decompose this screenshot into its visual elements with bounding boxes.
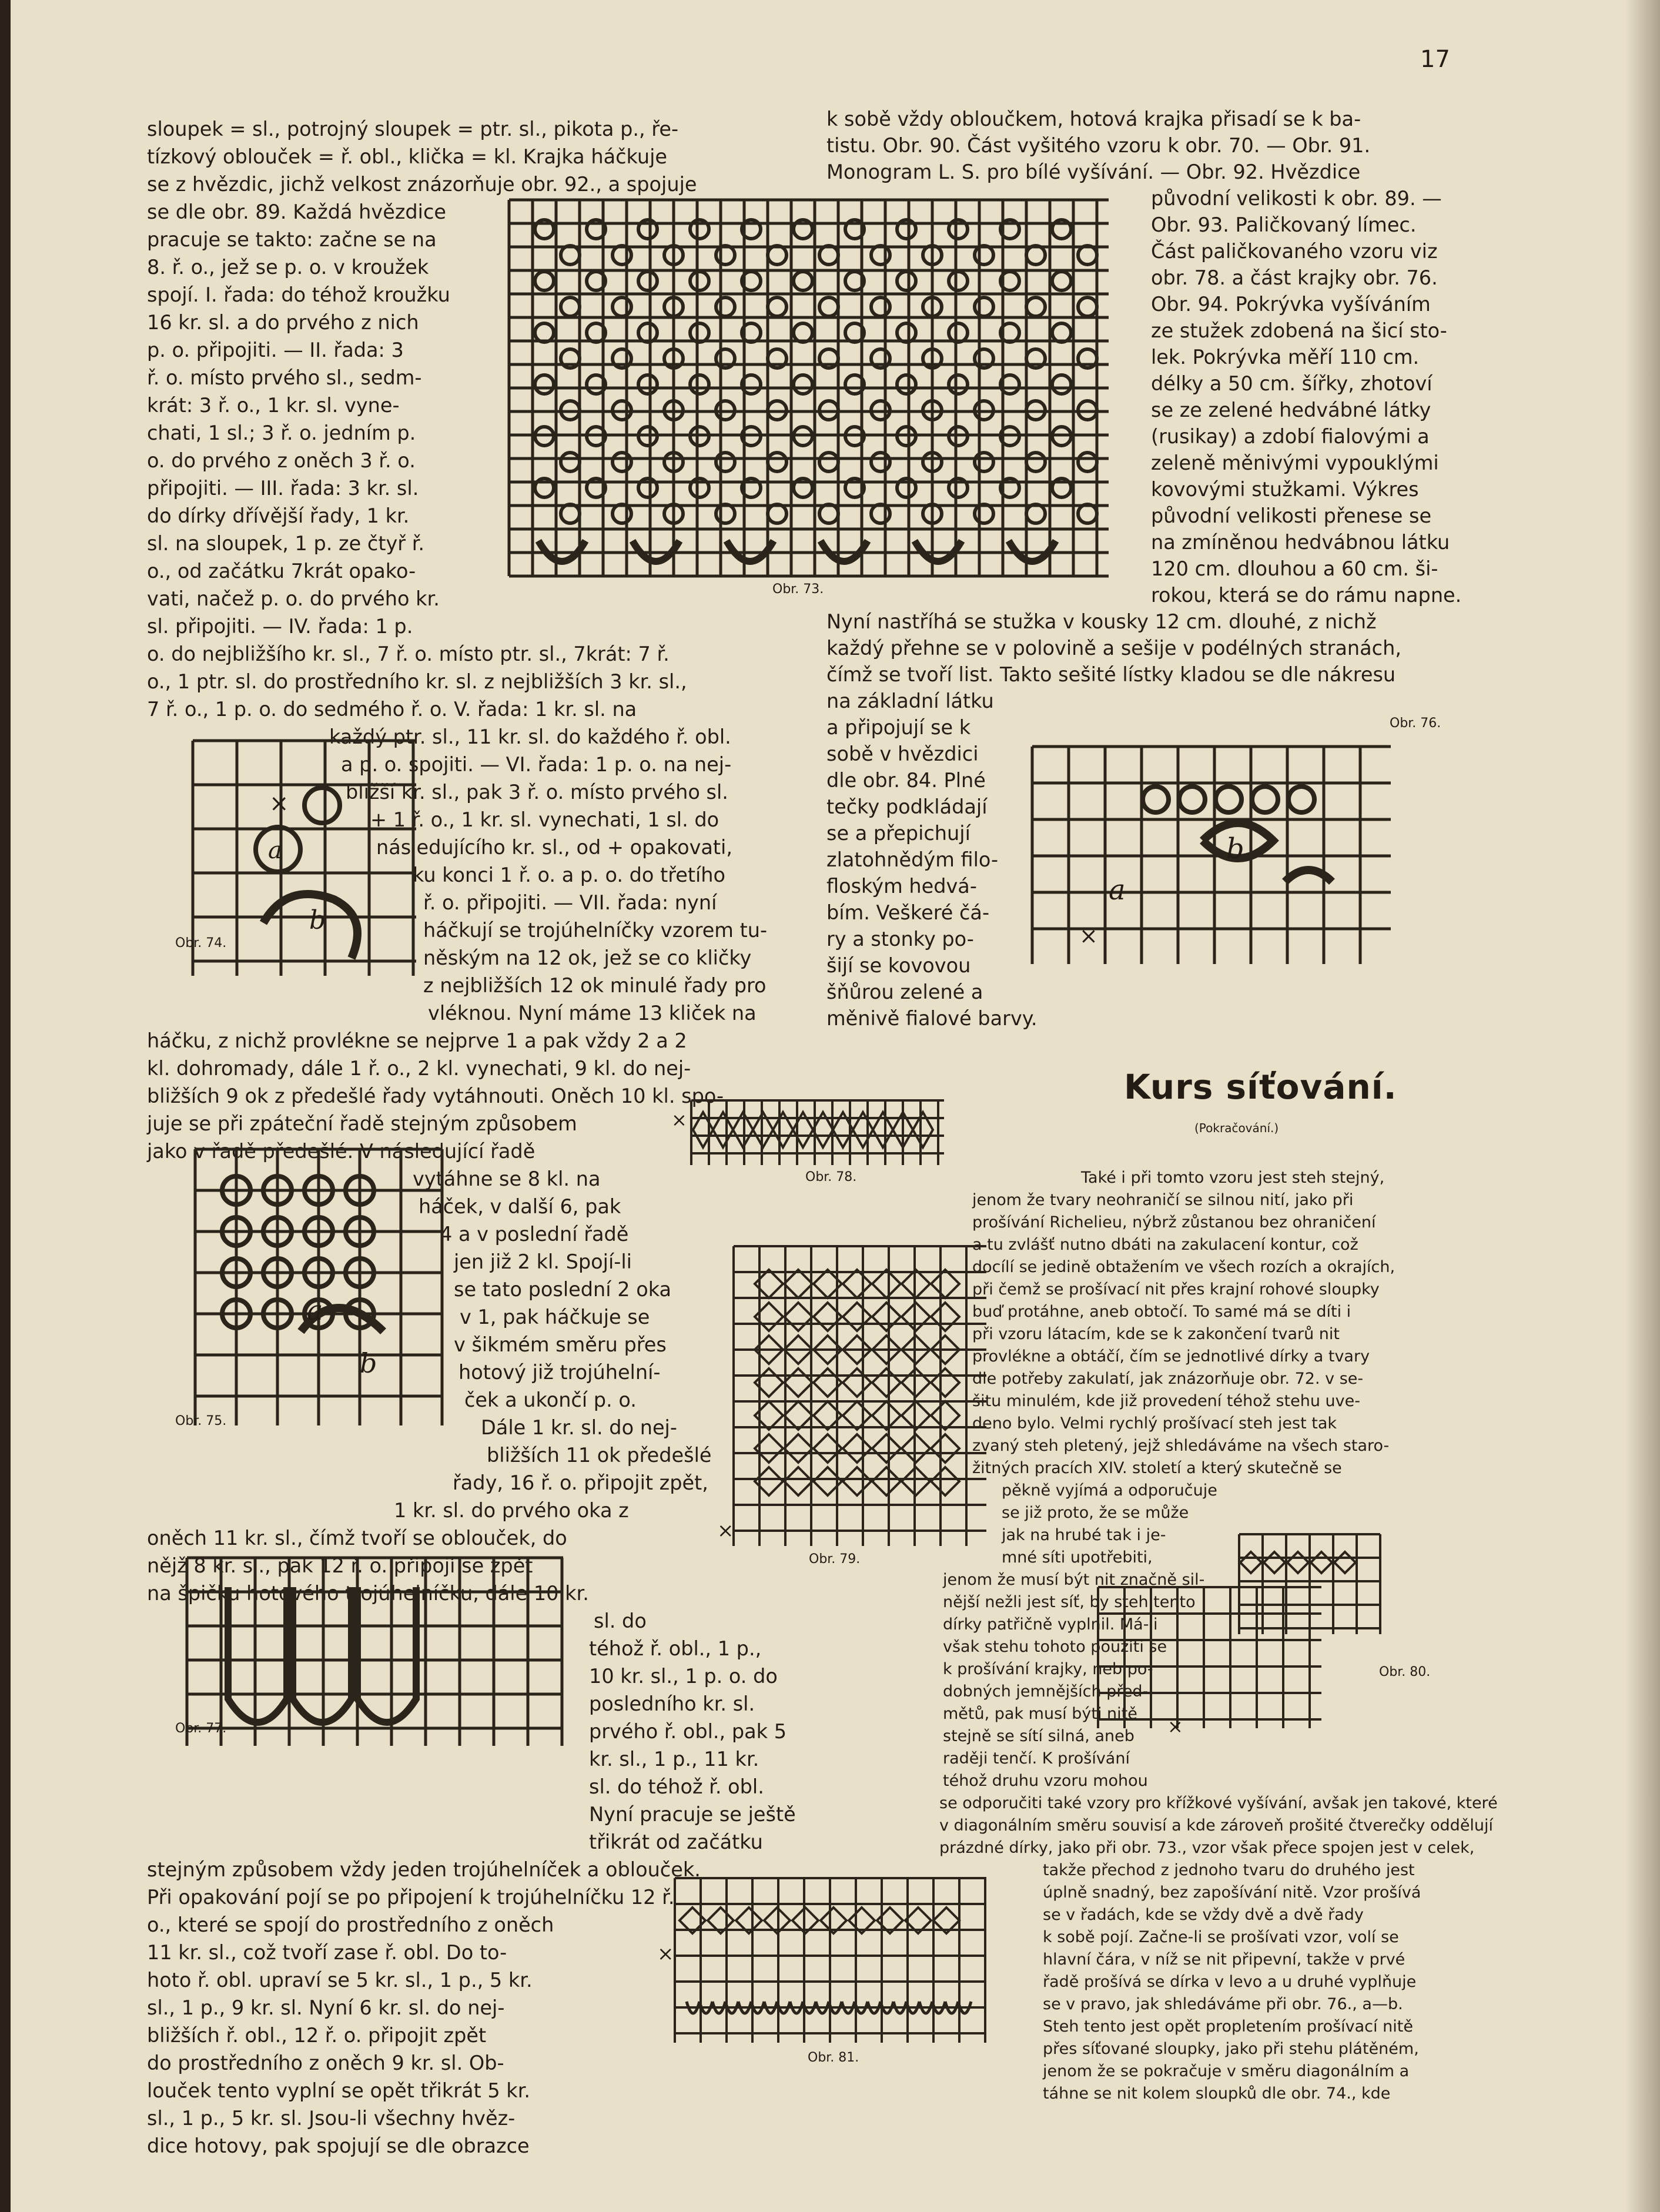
mesh-stroke (819, 504, 838, 523)
text-line: prošívání Richelieu, nýbrž zůstanou bez ohraničení (972, 1213, 1376, 1232)
mesh-stroke (843, 1368, 871, 1397)
section-subheading: (Pokračování.) (1194, 1121, 1279, 1135)
mesh-stroke (784, 1401, 812, 1430)
mesh-stroke (613, 246, 631, 265)
mesh-stroke (784, 1467, 812, 1495)
fig80-label-x: × (1167, 1715, 1183, 1738)
text-line: lek. Pokrývka měří 110 cm. (1151, 346, 1420, 369)
text-line: na zmíněnou hedvábnou látku (1151, 531, 1450, 554)
text-line: dle obr. 84. Plné (826, 769, 986, 792)
page-edge-shadow (1625, 0, 1660, 2212)
text-line: dírky patřičně vyplnil. Má-li (943, 1615, 1158, 1634)
text-line: Obr. 93. Paličkovaný límec. (1151, 213, 1417, 236)
mesh-stroke (716, 453, 735, 471)
fig75-label-a: a (307, 1294, 323, 1326)
text-line: stejně se sítí silná, aneb (943, 1727, 1134, 1745)
text-line: o., 1 ptr. sl. do prostředního kr. sl. z nejbližších 3 kr. sl., (147, 670, 687, 693)
text-line: Dále 1 kr. sl. do nej- (481, 1416, 677, 1439)
text-line: raději tenčí. K prošívání (943, 1749, 1130, 1768)
text-line: sl., 1 p., 5 kr. sl. Jsou-li všechny hvěz- (147, 2107, 516, 2130)
text-line: do prostředního z oněch 9 kr. sl. Ob- (147, 2052, 504, 2074)
text-line: ček a ukončí p. o. (464, 1388, 637, 1411)
mesh-stroke (1026, 504, 1045, 523)
mesh-stroke (975, 246, 993, 265)
mesh-stroke (949, 375, 968, 394)
mesh-stroke (843, 1270, 871, 1298)
mesh-stroke (768, 504, 787, 523)
caption-obr78: Obr. 78. (805, 1170, 857, 1184)
mesh-stroke (228, 1587, 287, 1722)
text-line: sl. do (594, 1609, 647, 1632)
caption-obr77: Obr. 77. (175, 1721, 227, 1736)
text-line: Nyní nastříhá se stužka v kousky 12 cm. dlouhé, z nichž (826, 610, 1377, 633)
mesh-stroke (716, 297, 735, 316)
text-line: téhož ř. obl., 1 p., (589, 1637, 762, 1660)
text-line: se dle obr. 89. Každá hvězdice (147, 200, 447, 223)
mesh-stroke (1264, 1552, 1285, 1573)
fig76-label-x: × (1079, 923, 1098, 949)
caption-obr81: Obr. 81. (808, 2050, 859, 2065)
text-line: takže přechod z jednoho tvaru do druhého jest (1043, 1861, 1415, 1879)
text-line: ř. o. připojiti. — VII. řada: nyní (423, 891, 717, 914)
mesh-stroke (1240, 1552, 1261, 1573)
text-line: se z hvězdic, jichž velkost znázorňuje obr. 92., a spojuje (147, 173, 697, 196)
figure-73-lace-net (503, 194, 1119, 605)
text-line: 7 ř. o., 1 p. o. do sedmého ř. o. V. řada: 1 kr. sl. na (147, 698, 637, 721)
mesh-stroke (1311, 1552, 1332, 1573)
mesh-stroke (535, 323, 554, 342)
mesh-stroke (872, 1303, 901, 1331)
text-line: posledního kr. sl. (589, 1692, 755, 1715)
text-line: bližších 11 ok předešlé (487, 1444, 712, 1467)
mesh-stroke (1026, 453, 1045, 471)
mesh-stroke (819, 246, 838, 265)
text-line: Část paličkovaného vzoru viz (1151, 240, 1438, 263)
text-line: provlékne a obtáčí, čím se jednotlivé dírky a tvary (972, 1347, 1370, 1366)
mesh-stroke (304, 788, 340, 823)
text-line: téhož druhu vzoru mohou (943, 1772, 1148, 1790)
figure-80-net (1086, 1528, 1392, 1740)
text-line: mětů, pak musí býti nitě (943, 1705, 1137, 1723)
text-line: stejným způsobem vždy jeden trojúhelníček a oblouček. (147, 1858, 701, 1881)
mesh-stroke (872, 1270, 901, 1298)
mesh-stroke (768, 297, 787, 316)
text-line: + 1 ř. o., 1 kr. sl. vynechati, 1 sl. do (370, 808, 719, 831)
text-line: na základní látku (826, 690, 994, 712)
mesh-stroke (1334, 1552, 1356, 1573)
mesh-stroke (613, 504, 631, 523)
text-line: nější nežli jest síť, by steh tento (943, 1593, 1196, 1611)
mesh-stroke (768, 246, 787, 265)
text-line: tízkový oblouček = ř. obl., klička = kl. Krajka háčkuje (147, 145, 668, 168)
text-line: vytáhne se 8 kl. na (413, 1167, 601, 1190)
mesh-stroke (1143, 787, 1169, 812)
mesh-stroke (872, 1467, 901, 1495)
text-line: však stehu tohoto použíti se (943, 1638, 1167, 1656)
text-line: louček tento vyplní se opět třikrát 5 kr. (147, 2079, 531, 2102)
fig74-label-b: b (309, 905, 326, 935)
text-line: rokou, která se do rámu napne. (1151, 584, 1462, 607)
text-line: se v řadách, kde se vždy dvě a dvě řady (1043, 1906, 1364, 1924)
text-line: původní velikosti k obr. 89. — (1151, 187, 1442, 210)
text-line: řady, 16 ř. o. připojit zpět, (453, 1471, 708, 1494)
caption-obr74: Obr. 74. (175, 936, 227, 951)
mesh-stroke (784, 1303, 812, 1331)
mesh-stroke (872, 1401, 901, 1430)
text-line: něským na 12 ok, jež se co kličky (423, 946, 752, 969)
text-line: původní velikosti přenese se (1151, 504, 1432, 527)
text-line: kl. dohromady, dále 1 ř. o., 2 kl. vynechati, 9 kl. do nej- (147, 1057, 691, 1080)
figure-78-net (668, 1089, 950, 1177)
text-line: ku konci 1 ř. o. a p. o. do třetího (413, 864, 726, 886)
text-line: sl., 1 p., 9 kr. sl. Nyní 6 kr. sl. do nej- (147, 1996, 505, 2019)
text-line: chati, 1 sl.; 3 ř. o. jedním p. (147, 421, 416, 444)
text-line: vléknou. Nyní máme 13 kliček na (428, 1002, 757, 1025)
text-line: připojiti. — III. řada: 3 kr. sl. (147, 477, 419, 500)
text-line: kr. sl., 1 p., 11 kr. (589, 1748, 759, 1771)
text-line: dobných jemnějších před- (943, 1682, 1149, 1701)
text-line: oněch 11 kr. sl., čímž tvoří se oblouček, do (147, 1527, 567, 1550)
mesh-stroke (794, 272, 812, 290)
caption-obr76: Obr. 76. (1390, 716, 1441, 731)
mesh-stroke (871, 246, 890, 265)
text-line: k prošívání krajky, neb po- (943, 1660, 1153, 1678)
text-line: do dírky dřívější řady, 1 kr. (147, 504, 410, 527)
mesh-stroke (1052, 272, 1071, 290)
text-line: háčku, z nichž provlékne se nejprve 1 a pak vždy 2 a 2 (147, 1029, 687, 1052)
text-line: dle potřeby zakulatí, jak znázorňuje obr. 72. v se- (972, 1370, 1364, 1388)
text-line: se již proto, že se může (1002, 1504, 1189, 1522)
text-line: a p. o. spojiti. — VI. řada: 1 p. o. na nej- (341, 753, 732, 776)
mesh-stroke (535, 375, 554, 394)
mesh-stroke (1252, 787, 1278, 812)
text-line: vati, načež p. o. do prvého kr. (147, 587, 440, 610)
mesh-stroke (897, 323, 916, 342)
text-line: jenom že musí být nit značně sil- (943, 1571, 1205, 1589)
figure-75-stitch-diagram (183, 1137, 460, 1449)
text-line: bližší kr. sl., pak 3 ř. o. místo prvého sl. (346, 781, 728, 804)
text-line: mné síti upotřebiti, (1002, 1548, 1153, 1567)
mesh-stroke (871, 297, 890, 316)
mesh-stroke (1078, 246, 1097, 265)
text-line: prvého ř. obl., pak 5 (589, 1720, 787, 1743)
mesh-stroke (794, 375, 812, 394)
figure-76-stitch-diagram (1026, 735, 1403, 976)
text-line: dice hotovy, pak spojují se dle obrazce (147, 2134, 530, 2157)
caption-obr73: Obr. 73. (772, 582, 824, 597)
mesh-stroke (871, 453, 890, 471)
mesh-stroke (871, 504, 890, 523)
mesh-stroke (638, 375, 657, 394)
mesh-stroke (1078, 453, 1097, 471)
text-line: o., od začátku 7krát opako- (147, 560, 416, 583)
mesh-stroke (690, 323, 709, 342)
text-line: z nejbližších 12 ok minulé řady pro (423, 974, 767, 997)
text-line: v diagonálním směru souvisí a kde zároveň prošité čtverečky oddělují (939, 1816, 1494, 1835)
text-line: k sobě vždy obloučkem, hotová krajka přisadí se k ba- (826, 108, 1361, 130)
mesh-stroke (975, 297, 993, 316)
text-line: sl. do téhož ř. obl. (589, 1775, 764, 1798)
text-line: deno bylo. Velmi rychlý prošívací steh jest tak (972, 1414, 1337, 1433)
text-line: k sobě pojí. Začne-li se prošívati vzor, volí se (1043, 1928, 1399, 1946)
text-line: jak na hrubé tak i je- (1002, 1526, 1166, 1544)
mesh-stroke (931, 1270, 959, 1298)
mesh-stroke (975, 504, 993, 523)
mesh-stroke (897, 375, 916, 394)
mesh-stroke (784, 1270, 812, 1298)
text-line: čímž se tvoří list. Takto sešité lístky kladou se dle nákresu (826, 663, 1396, 686)
mesh-stroke (897, 272, 916, 290)
text-line: 11 kr. sl., což tvoří zase ř. obl. Do to- (147, 1941, 507, 1964)
text-line: krát: 3 ř. o., 1 kr. sl. vyne- (147, 394, 400, 417)
text-line: žitných pracích XIV. století a který skutečně se (972, 1459, 1342, 1477)
mesh-stroke (638, 323, 657, 342)
mesh-stroke (1026, 297, 1045, 316)
mesh-stroke (1179, 787, 1205, 812)
text-line: a připojují se k (826, 716, 971, 739)
mesh-stroke (1026, 246, 1045, 265)
mesh-stroke (716, 504, 735, 523)
fig76-label-b: b (1226, 832, 1244, 865)
text-line: táhne se nit kolem sloupků dle obr. 74., kde (1043, 2084, 1391, 2103)
text-line: hlavní čára, v níž se nit připevní, takže v prvé (1043, 1950, 1405, 1969)
text-line: měnivě fialové barvy. (826, 1007, 1038, 1030)
text-line: při vzoru látacím, kde se k zakončení tvarů nit (972, 1325, 1340, 1343)
text-line: Monogram L. S. pro bílé vyšívání. — Obr. 92. Hvězdice (826, 160, 1361, 183)
mesh-stroke (561, 246, 580, 265)
text-line: ze stužek zdobená na šicí sto- (1151, 319, 1447, 342)
text-line: se a přepichují (826, 822, 970, 845)
text-line: se ze zelené hedvábné látky (1151, 399, 1431, 421)
mesh-stroke (843, 1401, 871, 1430)
text-line: (rusikay) a zdobí fialovými a (1151, 425, 1430, 448)
text-line: se tato poslední 2 oka (454, 1278, 672, 1301)
mesh-stroke (613, 297, 631, 316)
mesh-stroke (1287, 1552, 1308, 1573)
text-line: 10 kr. sl., 1 p. o. do (589, 1665, 778, 1688)
text-line: háček, v další 6, pak (419, 1195, 621, 1218)
mesh-stroke (843, 1434, 871, 1463)
figure-81-net (657, 1872, 998, 2054)
text-line: bím. Veškeré čá- (826, 901, 990, 924)
caption-obr75: Obr. 75. (175, 1414, 227, 1428)
text-line: Při opakování pojí se po připojení k trojúhelníčku 12 ř. (147, 1886, 675, 1909)
text-line: floským hedvá- (826, 875, 977, 898)
text-line: jenom že se pokračuje v směru diagonálním a (1043, 2062, 1410, 2080)
mesh-stroke (784, 1368, 812, 1397)
text-line: o. do nejbližšího kr. sl., 7 ř. o. místo ptr. sl., 7krát: 7 ř. (147, 642, 670, 665)
mesh-stroke (931, 1467, 959, 1495)
text-line: tečky podkládají (826, 795, 988, 818)
text-line: docílí se jedině obtažením ve všech rozích a okrajích, (972, 1258, 1395, 1276)
text-line: se odporučiti také vzory pro křížkové vyšívání, avšak jen takové, které (939, 1794, 1498, 1812)
text-line: 8. ř. o., jež se p. o. v kroužek (147, 256, 429, 279)
mesh-stroke (1052, 323, 1071, 342)
text-line: spojí. I. řada: do téhož kroužku (147, 283, 450, 306)
mesh-stroke (690, 272, 709, 290)
text-line: 16 kr. sl. a do prvého z nich (147, 311, 419, 334)
fig75-label-b: b (360, 1347, 377, 1379)
text-line: buď protáhne, aneb obtočí. To samé má se díti i (972, 1303, 1351, 1321)
mesh-stroke (1288, 787, 1314, 812)
mesh-stroke (819, 453, 838, 471)
mesh-stroke (1052, 375, 1071, 394)
text-line: třikrát od začátku (589, 1830, 763, 1853)
text-line: hotový již trojúhelní- (458, 1361, 661, 1384)
text-line: hoto ř. obl. upraví se 5 kr. sl., 1 p., 5 kr. (147, 1969, 533, 1992)
text-line: sloupek = sl., potrojný sloupek = ptr. sl., pikota p., ře- (147, 118, 679, 140)
fig79-label-x: × (717, 1519, 734, 1542)
text-line: Obr. 94. Pokrývka vyšíváním (1151, 293, 1431, 316)
mesh-stroke (768, 453, 787, 471)
text-line: se v pravo, jak shledáváme při obr. 76., a—b. (1043, 1995, 1403, 2013)
text-line: Steh tento jest opět propletením prošívací nitě (1043, 2017, 1413, 2036)
mesh-stroke (784, 1434, 812, 1463)
fig78-label-x: × (671, 1109, 687, 1131)
mesh-stroke (949, 272, 968, 290)
text-line: zeleně měnivými vypouklými (1151, 451, 1439, 474)
mesh-stroke (561, 453, 580, 471)
text-line: ry a stonky po- (826, 928, 974, 951)
text-line: bližších 9 ok z předešlé řady vytáhnouti. Oněch 10 kl. spo- (147, 1085, 724, 1107)
figure-77-loops (181, 1552, 575, 1763)
mesh-stroke (638, 272, 657, 290)
mesh-stroke (872, 1434, 901, 1463)
text-line: zlatohnědým filo- (826, 848, 999, 871)
page-number: 17 (1420, 46, 1450, 73)
text-line: sl. na sloupek, 1 p. ze čtyř ř. (147, 532, 425, 555)
mesh-stroke (872, 1368, 901, 1397)
text-line: jenom že tvary neohraničí se silnou nití, jako při (972, 1191, 1354, 1209)
text-line: p. o. připojiti. — II. řada: 3 (147, 339, 404, 362)
text-line: jako v řadě předešlé. V následující řadě (147, 1140, 536, 1163)
text-line: háčkují se trojúhelníčky vzorem tu- (423, 919, 768, 942)
text-line: Nyní pracuje se ještě (589, 1803, 796, 1826)
text-line: na špičku hotového trojúhelníčku, dále 10 kr. (147, 1582, 589, 1605)
text-line: v šikmém směru přes (454, 1333, 667, 1356)
text-line: a tu zvlášť nutno dbáti na zakulacení kontur, což (972, 1236, 1358, 1254)
text-line: tistu. Obr. 90. Část vyšitého vzoru k obr. 70. — Obr. 91. (826, 134, 1371, 157)
text-line: zvaný steh pletený, jejž shledáváme na všech staro- (972, 1437, 1390, 1455)
book-gutter (0, 0, 11, 2212)
mesh-stroke (794, 323, 812, 342)
mesh-stroke (690, 375, 709, 394)
fig74-label-x: × (269, 790, 289, 817)
text-line: délky a 50 cm. šířky, zhotoví (1151, 372, 1433, 395)
text-line: šitu minulém, kde již provedení téhož stehu uve- (972, 1392, 1360, 1410)
text-line: prázdné dírky, jako při obr. 73., vzor však přece spojen jest v celek, (939, 1839, 1475, 1857)
fig81-label-x: × (657, 1942, 674, 1966)
text-line: 120 cm. dlouhou a 60 cm. ši- (1151, 557, 1438, 580)
page (11, 0, 1660, 2212)
mesh-stroke (843, 1467, 871, 1495)
text-line: následujícího kr. sl., od + opakovati, (376, 836, 733, 859)
text-line: obr. 78. a část krajky obr. 76. (1151, 266, 1438, 289)
text-line: řadě prošívá se dírka v levo a u druhé vyplňuje (1043, 1973, 1417, 1991)
text-line: při čemž se prošívací nit přes krajní rohové sloupky (972, 1280, 1380, 1299)
text-line: každý ptr. sl., 11 kr. sl. do každého ř. obl. (329, 725, 731, 748)
mesh-stroke (949, 323, 968, 342)
text-line: Také i při tomto vzoru jest steh stejný, (1081, 1169, 1385, 1187)
text-line: kovovými stužkami. Výkres (1151, 478, 1419, 501)
text-line: každý přehne se v polovině a sešije v podélných stranách, (826, 637, 1401, 660)
fig74-label-a: a (268, 837, 282, 864)
mesh-stroke (1078, 297, 1097, 316)
text-line: pracuje se takto: začne se na (147, 228, 437, 251)
fig76-label-a: a (1109, 874, 1126, 906)
text-line: 1 kr. sl. do prvého oka z (394, 1499, 629, 1522)
figure-79-net (704, 1234, 998, 1558)
mesh-stroke (1216, 787, 1241, 812)
text-line: juje se při zpáteční řadě stejným způsobem (147, 1112, 577, 1135)
mesh-stroke (1078, 504, 1097, 523)
text-line: přes síťované sloupky, jako při stehu plátěném, (1043, 2040, 1419, 2058)
mesh-stroke (975, 453, 993, 471)
text-line: 4 a v poslední řadě (440, 1223, 629, 1246)
caption-obr80: Obr. 80. (1379, 1665, 1431, 1679)
text-line: v 1, pak háčkuje se (460, 1306, 650, 1328)
text-line: pěkně vyjímá a odporučuje (1002, 1481, 1217, 1500)
mesh-stroke (819, 297, 838, 316)
text-line: o., které se spojí do prostředního z oněch (147, 1913, 554, 1936)
mesh-stroke (561, 504, 580, 523)
mesh-stroke (931, 1434, 959, 1463)
mesh-stroke (1285, 870, 1332, 882)
text-line: šňůrou zelené a (826, 980, 983, 1003)
text-line: jen již 2 kl. Spojí-li (454, 1250, 632, 1273)
text-line: sobě v hvězdici (826, 742, 979, 765)
text-line: šijí se kovovou (826, 954, 971, 977)
text-line: bližších ř. obl., 12 ř. o. připojit zpět (147, 2024, 487, 2047)
mesh-stroke (357, 1587, 416, 1722)
mesh-stroke (561, 297, 580, 316)
mesh-stroke (931, 1368, 959, 1397)
caption-obr79: Obr. 79. (809, 1552, 861, 1567)
mesh-stroke (613, 453, 631, 471)
mesh-stroke (535, 272, 554, 290)
mesh-stroke (931, 1401, 959, 1430)
mesh-stroke (931, 1303, 959, 1331)
text-line: o. do prvého z oněch 3 ř. o. (147, 449, 416, 472)
mesh-stroke (716, 246, 735, 265)
figure-74-stitch-diagram (181, 729, 434, 993)
text-line: ř. o. místo prvého sl., sedm- (147, 366, 422, 389)
text-line: úplně snadný, bez zapošívání nitě. Vzor prošívá (1043, 1883, 1421, 1902)
text-line: nějž 8 kr. sl., pak 12 ř. o. připojí se zpět (147, 1554, 533, 1577)
section-heading: Kurs síťování. (1124, 1067, 1397, 1107)
mesh-stroke (843, 1303, 871, 1331)
text-line: sl. připojiti. — IV. řada: 1 p. (147, 615, 413, 638)
